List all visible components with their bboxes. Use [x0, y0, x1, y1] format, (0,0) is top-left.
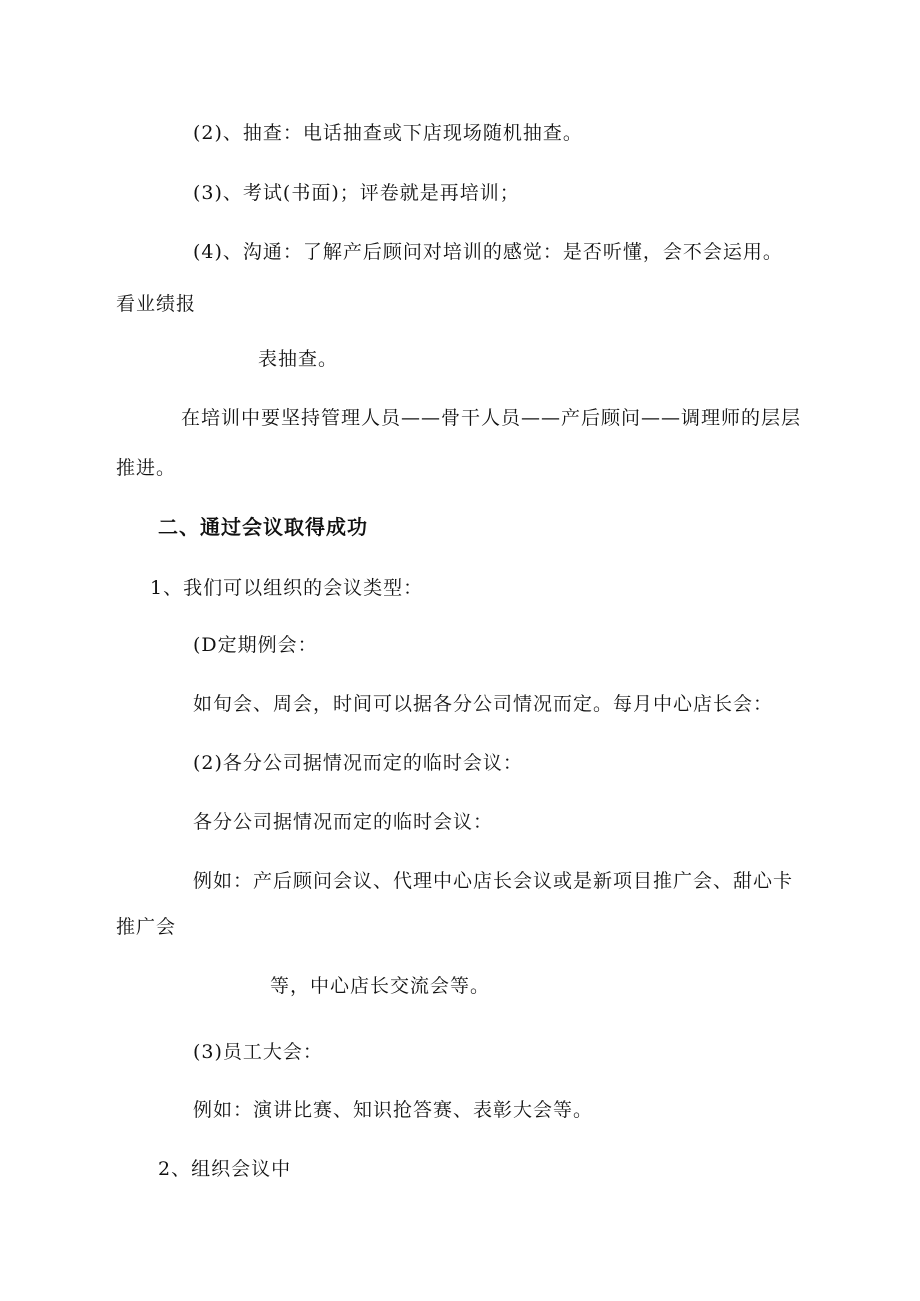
text-line-organize-meeting: 2、组织会议中	[158, 1158, 292, 1180]
text-line-performance: 看业绩报	[116, 293, 197, 315]
text-line-staff-meeting: (3)员工大会：	[193, 1041, 323, 1063]
text-line-meeting-types: 1、我们可以组织的会议类型：	[150, 577, 424, 599]
text-line-training-progression: 在培训中要坚持管理人员——骨干人员——产后顾问——调理师的层层	[181, 407, 802, 429]
text-line-promotion: 推广会	[116, 916, 177, 938]
text-line-report-check: 表抽查。	[258, 348, 339, 370]
text-line-check: (2)、抽查：电话抽查或下店现场随机抽查。	[193, 122, 583, 144]
text-line-exam: (3)、考试(书面)；评卷就是再培训；	[193, 182, 520, 204]
text-line-exchange: 等，中心店长交流会等。	[270, 975, 491, 997]
text-line-temp-meeting: 各分公司据情况而定的临时会议：	[193, 811, 494, 833]
text-line-regular-examples: 如旬会、周会，时间可以据各分公司情况而定。每月中心店长会：	[193, 693, 774, 715]
text-line-communicate: (4)、沟通：了解产后顾问对培训的感觉：是否听懂，会不会运用。	[193, 241, 783, 263]
text-line-regular-meeting: (D定期例会：	[193, 634, 318, 656]
text-line-temp-examples: 例如：产后顾问会议、代理中心店长会议或是新项目推广会、甜心卡	[193, 870, 794, 892]
text-line-staff-examples: 例如：演讲比赛、知识抢答赛、表彰大会等。	[193, 1099, 594, 1121]
text-line-advance: 推进。	[116, 457, 177, 479]
text-line-temp-meeting-title: (2)各分公司据情况而定的临时会议：	[193, 752, 523, 774]
section-heading-meetings: 二、通过会议取得成功	[158, 515, 368, 539]
